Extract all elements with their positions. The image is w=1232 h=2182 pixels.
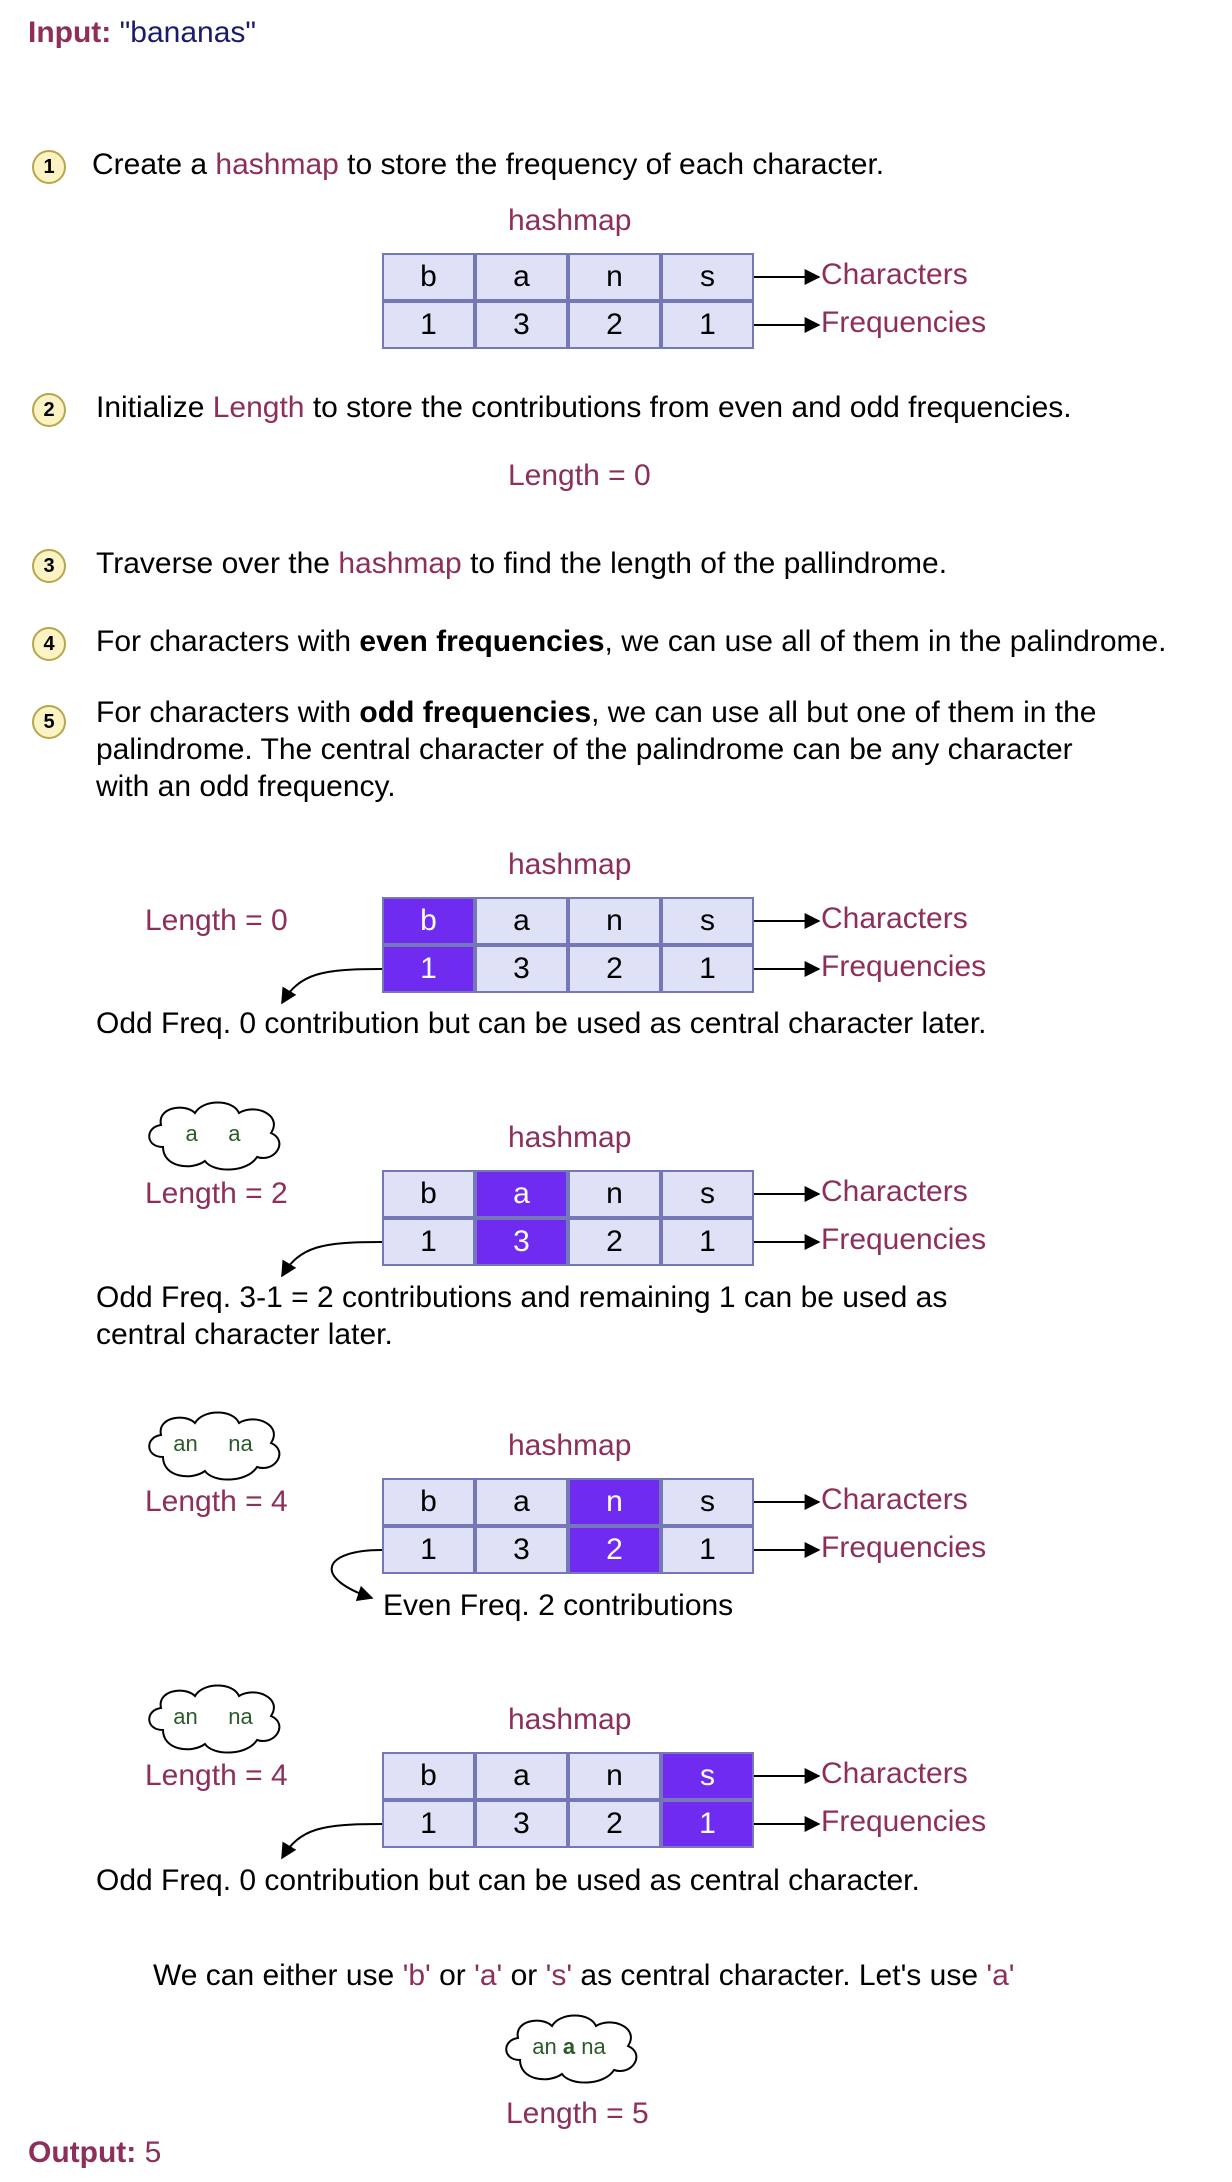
- char-cell: s: [661, 897, 754, 945]
- output-label: Output:: [28, 2136, 137, 2169]
- final-choice-a: 'a': [474, 1959, 503, 1992]
- char-cell: b: [382, 1170, 475, 1218]
- step-5-bold: odd frequencies: [359, 696, 592, 729]
- step-badge-3: 3: [32, 549, 66, 583]
- char-cell: n: [568, 253, 661, 301]
- frequencies-label: Frequencies: [821, 1531, 987, 1564]
- step-2-pre: Initialize: [96, 391, 213, 424]
- freq-cell: 3: [475, 1526, 568, 1574]
- step-5-post: , we can use all but one of them in the palindrome. The central character of the palindrome can be any character with an odd frequency.: [96, 696, 1097, 803]
- char-cell: b: [382, 1752, 475, 1800]
- char-cell: b: [382, 253, 475, 301]
- characters-label: Characters: [821, 1483, 968, 1516]
- final-length: Length = 5: [506, 2097, 649, 2130]
- step-3-post: to find the length of the pallindrome.: [461, 547, 948, 580]
- final-cloud-text: [504, 2034, 634, 2060]
- char-cell: a: [475, 897, 568, 945]
- char-cell: a: [475, 253, 568, 301]
- freq-cell: 2: [568, 945, 661, 993]
- final-pre: We can either use: [153, 1959, 403, 1992]
- step-4-bold: even frequencies: [359, 625, 605, 658]
- final-cloud-left: an: [532, 2034, 563, 2059]
- characters-label: Characters: [821, 902, 968, 935]
- hashmap-title: hashmap: [508, 204, 632, 237]
- freq-cell: 1: [661, 1526, 754, 1574]
- freq-cell: 1: [382, 1800, 475, 1848]
- char-cell: n: [568, 1170, 661, 1218]
- input-line: [28, 15, 256, 51]
- length-label: Length = 4: [145, 1485, 288, 1518]
- step-3-text: [96, 546, 947, 582]
- length-label: Length = 2: [145, 1177, 288, 1210]
- char-cell: a: [475, 1752, 568, 1800]
- step-2-post: to store the contributions from even and odd frequencies.: [304, 391, 1072, 424]
- step-1-pre: Create a: [92, 148, 216, 181]
- palindrome-cloud-text: an na: [173, 1431, 253, 1456]
- step-1-keyword: hashmap: [215, 148, 339, 181]
- iteration-note: Odd Freq. 0 contribution but can be used as central character.: [96, 1864, 920, 1897]
- palindrome-cloud-text: a a: [185, 1121, 241, 1146]
- iteration-note: Odd Freq. 0 contribution but can be used as central character later.: [96, 1007, 987, 1040]
- frequencies-label: Frequencies: [821, 1805, 987, 1838]
- char-cell: a: [475, 1478, 568, 1526]
- frequencies-label: Frequencies: [821, 306, 987, 339]
- step-5-text: [96, 694, 1106, 805]
- palindrome-cloud-text: an na: [173, 1704, 253, 1729]
- freq-cell: 1: [661, 945, 754, 993]
- final-or-2: or: [502, 1959, 546, 1992]
- char-cell: s: [661, 1478, 754, 1526]
- step-badge-2: 2: [32, 393, 66, 427]
- freq-cell: 2: [568, 1526, 661, 1574]
- input-value: "bananas": [119, 16, 257, 49]
- freq-cell: 2: [568, 301, 661, 349]
- step-4-post: , we can use all of them in the palindrome.: [604, 625, 1167, 658]
- note-arrow: [282, 1242, 382, 1276]
- char-cell: n: [568, 897, 661, 945]
- final-statement: [153, 1958, 1014, 1994]
- final-cloud-center: a: [562, 2034, 576, 2059]
- char-cell: a: [475, 1170, 568, 1218]
- step-2-keyword: Length: [212, 391, 305, 424]
- hashmap-title: hashmap: [508, 1703, 632, 1736]
- freq-cell: 1: [661, 1218, 754, 1266]
- step-1-post: to store the frequency of each character.: [338, 148, 885, 181]
- step-4-pre: For characters with: [96, 625, 360, 658]
- freq-cell: 3: [475, 301, 568, 349]
- step-3-keyword: hashmap: [338, 547, 462, 580]
- freq-cell: 1: [661, 1800, 754, 1848]
- step-2-text: [96, 390, 1072, 426]
- length-label: Length = 0: [145, 904, 288, 937]
- characters-label: Characters: [821, 258, 968, 291]
- step-5-pre: For characters with: [96, 696, 360, 729]
- characters-label: Characters: [821, 1175, 968, 1208]
- freq-cell: 2: [568, 1218, 661, 1266]
- char-cell: b: [382, 1478, 475, 1526]
- frequencies-label: Frequencies: [821, 1223, 987, 1256]
- char-cell: s: [661, 1752, 754, 1800]
- step-badge-5: 5: [32, 705, 66, 739]
- note-arrow: [282, 1824, 382, 1858]
- char-cell: s: [661, 1170, 754, 1218]
- iteration-note: Even Freq. 2 contributions: [383, 1589, 734, 1622]
- freq-cell: 1: [382, 301, 475, 349]
- freq-cell: 3: [475, 1218, 568, 1266]
- char-cell: n: [568, 1752, 661, 1800]
- final-chosen-a: 'a': [986, 1959, 1015, 1992]
- step-badge-1: 1: [32, 150, 66, 184]
- length-label: Length = 4: [145, 1759, 288, 1792]
- final-choice-s: 's': [545, 1959, 573, 1992]
- output-line: [28, 2135, 161, 2171]
- note-arrow: [332, 1550, 382, 1598]
- hashmap-title: hashmap: [508, 848, 632, 881]
- freq-cell: 3: [475, 945, 568, 993]
- final-cloud-right: na: [575, 2034, 606, 2059]
- final-choice-b: 'b': [402, 1959, 431, 1992]
- freq-cell: 1: [382, 945, 475, 993]
- freq-cell: 1: [382, 1218, 475, 1266]
- freq-cell: 1: [661, 301, 754, 349]
- hashmap-title: hashmap: [508, 1429, 632, 1462]
- note-arrow: [282, 969, 382, 1003]
- char-cell: n: [568, 1478, 661, 1526]
- input-label: Input:: [28, 16, 112, 49]
- frequencies-label: Frequencies: [821, 950, 987, 983]
- char-cell: b: [382, 897, 475, 945]
- char-cell: s: [661, 253, 754, 301]
- iteration-note: Odd Freq. 3-1 = 2 contributions and remaining 1 can be used as central character later.: [96, 1281, 948, 1351]
- characters-label: Characters: [821, 1757, 968, 1790]
- init-length: Length = 0: [508, 459, 651, 492]
- freq-cell: 1: [382, 1526, 475, 1574]
- step-1-text: [92, 147, 884, 183]
- hashmap-title: hashmap: [508, 1121, 632, 1154]
- output-value: 5: [144, 2136, 162, 2169]
- step-3-pre: Traverse over the: [96, 547, 339, 580]
- final-mid: as central character. Let's use: [572, 1959, 987, 1992]
- step-badge-4: 4: [32, 627, 66, 661]
- freq-cell: 2: [568, 1800, 661, 1848]
- step-4-text: [96, 624, 1167, 660]
- final-or-1: or: [430, 1959, 475, 1992]
- freq-cell: 3: [475, 1800, 568, 1848]
